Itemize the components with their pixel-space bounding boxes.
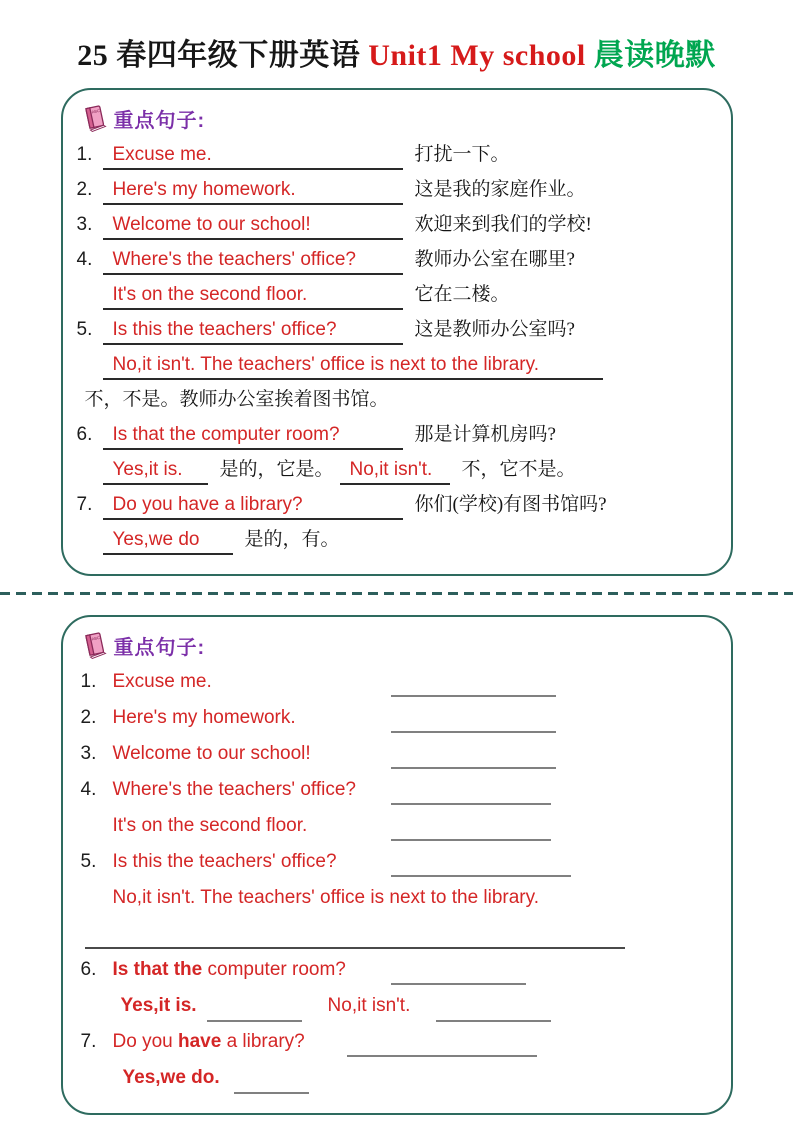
sentence-text: It's on the second floor. bbox=[112, 815, 308, 836]
sentence-row-5b bbox=[77, 350, 725, 385]
answer-text: Welcome to our school! bbox=[112, 214, 311, 235]
chinese-translation: 这是我的家庭作业。 bbox=[414, 179, 586, 200]
item-number: 1. bbox=[80, 671, 97, 692]
svg-text:ABC: ABC bbox=[90, 634, 100, 642]
answer-blank bbox=[234, 1066, 309, 1094]
practice-section-box bbox=[61, 615, 733, 1115]
english-sentence bbox=[113, 667, 391, 697]
answer-underline bbox=[103, 245, 403, 275]
chinese-translation: 不，不是。教师办公室挨着图书馆。 bbox=[84, 389, 389, 410]
sentence-row-6 bbox=[77, 420, 725, 455]
item-number: 4. bbox=[76, 249, 93, 270]
item-number bbox=[87, 1064, 123, 1094]
answer-text: Yes,we do bbox=[112, 529, 200, 550]
sentence-text: Where's the teachers' office? bbox=[112, 779, 356, 800]
answer-underline bbox=[103, 490, 403, 520]
item-number: 2. bbox=[76, 179, 93, 200]
answer-underline bbox=[103, 280, 403, 310]
item-number bbox=[77, 455, 103, 485]
chinese-translation: 教师办公室在哪里? bbox=[414, 249, 575, 270]
sentence-text: Here's my homework. bbox=[112, 707, 296, 728]
answer-text: Excuse me. bbox=[112, 144, 212, 165]
answer-text: Here's my homework. bbox=[112, 179, 296, 200]
practice-row-6b bbox=[77, 991, 725, 1027]
answer-blank bbox=[391, 705, 556, 733]
sentence-row-3 bbox=[77, 210, 725, 245]
english-sentence bbox=[113, 703, 391, 733]
english-sentence bbox=[113, 1027, 347, 1057]
answer-text: Where's the teachers' office? bbox=[112, 249, 356, 270]
sentence-row-2 bbox=[77, 175, 725, 210]
practice-row-3 bbox=[77, 739, 725, 775]
chinese-translation: 是的，它是。 bbox=[219, 459, 334, 480]
practice-row-7b bbox=[77, 1063, 725, 1099]
dashed-cut-line bbox=[0, 592, 793, 595]
english-sentence bbox=[113, 811, 391, 841]
item-number: 2. bbox=[80, 707, 97, 728]
sentence-text: computer room? bbox=[202, 959, 346, 980]
item-number: 5. bbox=[80, 851, 97, 872]
chinese-translation: 它在二楼。 bbox=[414, 284, 510, 305]
chinese-translation: 这是教师办公室吗? bbox=[414, 319, 575, 340]
english-sentence bbox=[113, 955, 391, 985]
answer-blank bbox=[347, 1029, 537, 1057]
answer-blank bbox=[391, 813, 551, 841]
sentence-text: a library? bbox=[221, 1031, 305, 1052]
item-number bbox=[77, 884, 113, 914]
answer-text: No,it isn't. The teachers' office is next to the library. bbox=[112, 354, 540, 375]
practice-row-4 bbox=[77, 775, 725, 811]
section-header bbox=[77, 102, 725, 134]
answer-blank bbox=[436, 994, 551, 1022]
practice-row-6 bbox=[77, 955, 725, 991]
chinese-translation: 打扰一下。 bbox=[414, 144, 510, 165]
practice-row-5c bbox=[77, 919, 725, 955]
answer-underline bbox=[103, 140, 403, 170]
practice-row-5 bbox=[77, 847, 725, 883]
answer-blank bbox=[207, 994, 302, 1022]
answer-blank bbox=[391, 849, 571, 877]
item-number: 1. bbox=[76, 144, 93, 165]
item-number: 3. bbox=[76, 214, 93, 235]
sentence-row-7 bbox=[77, 490, 725, 525]
sentence-row-4b bbox=[77, 280, 725, 315]
sentence-text-bold: Yes,we do. bbox=[122, 1067, 220, 1088]
practice-row-2 bbox=[77, 703, 725, 739]
answer-blank bbox=[391, 777, 551, 805]
answer-underline bbox=[103, 315, 403, 345]
chinese-translation: 你们(学校)有图书馆吗? bbox=[414, 494, 607, 515]
page-title bbox=[0, 30, 793, 74]
answer-blank bbox=[391, 957, 526, 985]
book-icon bbox=[83, 631, 107, 659]
title-course: 25 春四年级下册英语 bbox=[77, 39, 369, 72]
practice-row-1 bbox=[77, 667, 725, 703]
sentence-text-bold: Is that the bbox=[112, 959, 203, 980]
answer-blank-long bbox=[85, 919, 625, 949]
item-number: 5. bbox=[76, 319, 93, 340]
item-number bbox=[77, 525, 103, 555]
answer-underline bbox=[103, 350, 603, 380]
chinese-translation: 那是计算机房吗? bbox=[414, 424, 556, 445]
practice-row-4b bbox=[77, 811, 725, 847]
english-sentence bbox=[113, 775, 391, 805]
sentence-text: No,it isn't. The teachers' office is next to the library. bbox=[112, 887, 540, 908]
answer-text: Is this the teachers' office? bbox=[112, 319, 337, 340]
chinese-translation: 是的，有。 bbox=[244, 529, 340, 550]
sentence-text: No,it isn't. bbox=[327, 995, 411, 1016]
title-unit: Unit1 My school bbox=[368, 39, 594, 72]
answer-blank bbox=[391, 741, 556, 769]
item-number bbox=[77, 280, 103, 310]
sentence-text-bold: Yes,it is. bbox=[120, 995, 197, 1016]
chinese-translation: 欢迎来到我们的学校! bbox=[414, 214, 592, 235]
item-number: 7. bbox=[80, 1031, 97, 1052]
sentence-text: Excuse me. bbox=[112, 671, 212, 692]
answered-section-box bbox=[61, 88, 733, 576]
answer-underline bbox=[103, 210, 403, 240]
item-number bbox=[77, 811, 113, 841]
item-number: 7. bbox=[76, 494, 93, 515]
item-number: 6. bbox=[80, 959, 97, 980]
item-number: 6. bbox=[76, 424, 93, 445]
sentence-text: Welcome to our school! bbox=[112, 743, 311, 764]
answer-text: Is that the computer room? bbox=[112, 424, 340, 445]
item-number bbox=[85, 992, 121, 1022]
answer-underline bbox=[103, 420, 403, 450]
sentence-row-4 bbox=[77, 245, 725, 280]
sentence-row-1 bbox=[77, 140, 725, 175]
answer-underline bbox=[103, 455, 208, 485]
sentence-text: Do you bbox=[112, 1031, 178, 1052]
title-suffix: 晨读晚默 bbox=[593, 39, 716, 72]
practice-row-7 bbox=[77, 1027, 725, 1063]
sentence-row-5 bbox=[77, 315, 725, 350]
item-number: 4. bbox=[80, 779, 97, 800]
book-icon bbox=[83, 104, 107, 132]
sentence-row-7b bbox=[77, 525, 725, 560]
section-header-label: 重点句子: bbox=[113, 636, 206, 659]
answer-text: Do you have a library? bbox=[112, 494, 303, 515]
answer-blank bbox=[391, 669, 556, 697]
sentence-row-5c bbox=[77, 385, 725, 420]
answer-underline bbox=[103, 525, 233, 555]
section-header bbox=[77, 629, 725, 661]
answer-text: It's on the second floor. bbox=[112, 284, 308, 305]
answer-underline bbox=[340, 455, 450, 485]
answer-text: Yes,it is. bbox=[112, 459, 183, 480]
chinese-translation: 不，它不是。 bbox=[461, 459, 576, 480]
practice-row-5b bbox=[77, 883, 725, 919]
english-sentence bbox=[113, 847, 391, 877]
sentence-text-bold: have bbox=[177, 1031, 222, 1052]
svg-text:ABC: ABC bbox=[90, 107, 100, 115]
answer-text: No,it isn't. bbox=[349, 459, 433, 480]
item-number bbox=[77, 350, 103, 380]
sentence-text: Is this the teachers' office? bbox=[112, 851, 337, 872]
english-sentence bbox=[113, 739, 391, 769]
section-header-label: 重点句子: bbox=[113, 109, 206, 132]
item-number: 3. bbox=[80, 743, 97, 764]
sentence-row-6b bbox=[77, 455, 725, 490]
answer-underline bbox=[103, 175, 403, 205]
